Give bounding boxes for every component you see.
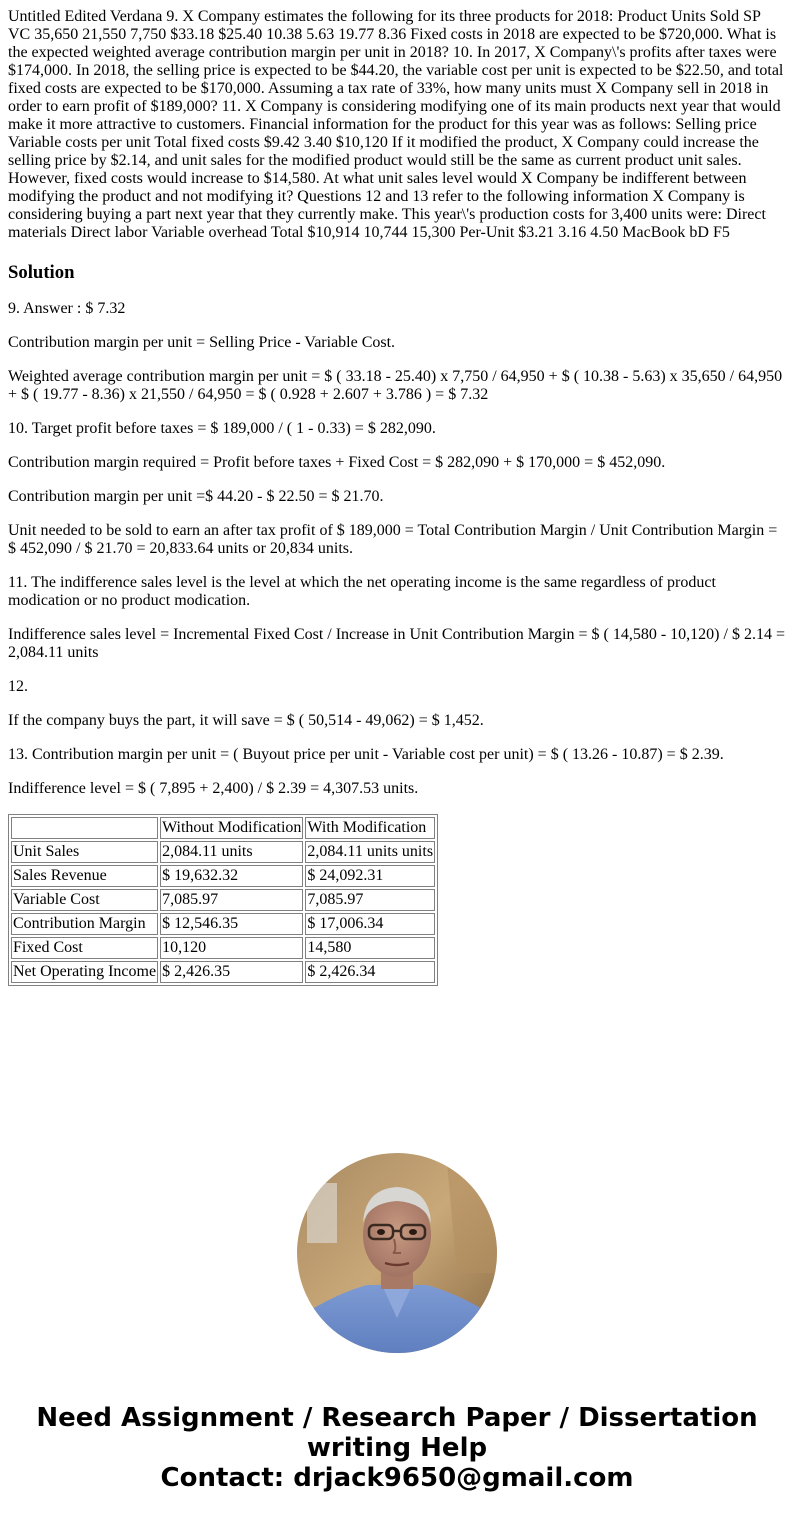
promo-contact: Contact: drjack9650@gmail.com (160, 1463, 634, 1493)
promo-line: Need Assignment / Research Paper / Dissertation (36, 1403, 758, 1433)
table-cell: Variable Cost (11, 889, 158, 911)
table-row (11, 889, 435, 911)
solution-paragraph: 10. Target profit before taxes = $ 189,000 / ( 1 - 0.33) = $ 282,090. (8, 420, 436, 437)
table-row (11, 865, 435, 887)
question-text: Untitled Edited Verdana 9. X Company estimates the following for its three products for 2018: Product Units Sold SP VC 35,650 21,550 7,750 $33.18 $25.40 10.38 5.63 19.77 8.36 Fixed costs in 2018 are expected to be $720,000. What is the expected weighted average contribution margin per unit in 2018? 10. In 2017, X Company\'s profits after taxes were $174,000. In 2018, the selling price is expected to be $44.20, the variable cost per unit is expected to be $22.50, and total fixed costs are expected to be $170,000. Assuming a tax rate of 33%, how many units must X Company sell in 2018 in order to earn profit of $189,000? 11. X Company is considering modifying one of its main products next year that would make it more attractive to customers. Financial information for the product for this year was as follows: Selling price Variable costs per unit Total fixed costs $9.42 3.40 $10,120 If it modified the product, X Company could increase the selling price by $2.14, and unit sales for the modified product would still be the same as current product unit sales. However, fixed costs would increase to $14,580. At what unit sales level would X Company be indifferent between modifying the product and not modifying it? Questions 12 and 13 refer to the following information X Company is considering buying a part next year that they currently make. This year\'s production costs for 3,400 units were: Direct materials Direct labor Variable overhead Total $10,914 10,744 15,300 Per-Unit $3.21 3.16 4.50 MacBook bD F5 (8, 8, 784, 241)
table-cell: $ 12,546.35 (160, 913, 303, 935)
promo-line: writing Help (306, 1433, 488, 1463)
solution-paragraph: Contribution margin per unit =$ 44.20 - $ 22.50 = $ 21.70. (8, 488, 384, 505)
solution-paragraph: Contribution margin required = Profit before taxes + Fixed Cost = $ 282,090 + $ 170,000 = $ 452,090. (8, 454, 666, 471)
comparison-table (8, 814, 438, 986)
solution-paragraph: 9. Answer : $ 7.32 (8, 300, 126, 317)
solution-paragraph: 11. The indifference sales level is the level at which the net operating income is the same regardless of product modication or no product modication. (8, 574, 716, 609)
table-cell: $ 19,632.32 (160, 865, 303, 887)
table-row (11, 913, 435, 935)
portrait-image (297, 1153, 497, 1353)
solution-paragraph: 13. Contribution margin per unit = ( Buyout price per unit - Variable cost per unit) = $ ( 13.26 - 10.87) = $ 2.39. (8, 746, 724, 763)
table-header-row (11, 817, 435, 839)
table-cell: Unit Sales (11, 841, 158, 863)
table-cell: $ 2,426.34 (305, 961, 435, 983)
table-cell: 2,084.11 units (160, 841, 303, 863)
table-cell: 14,580 (305, 937, 435, 959)
table-header-cell: Without Modification (160, 817, 303, 839)
document-body (8, 8, 786, 986)
table-cell: Net Operating Income (11, 961, 158, 983)
solution-paragraph: Indifference sales level = Incremental Fixed Cost / Increase in Unit Contribution Margin = $ ( 14,580 - 10,120) / $ 2.14 = 2,084.11 units (8, 626, 785, 661)
table-cell: 7,085.97 (160, 889, 303, 911)
table-cell: 10,120 (160, 937, 303, 959)
solution-paragraph: Weighted average contribution margin per unit = $ ( 33.18 - 25.40) x 7,750 / 64,950 + $ ( 10.38 - 5.63) x 35,650 / 64,950 + $ ( 19.77 - 8.36) x 21,550 / 64,950 = $ ( 0.928 + 2.607 + 3.786 ) = $ 7.32 (8, 368, 783, 403)
table-row (11, 841, 435, 863)
table-row (11, 937, 435, 959)
solution-paragraph: If the company buys the part, it will save = $ ( 50,514 - 49,062) = $ 1,452. (8, 712, 484, 729)
table-cell: Fixed Cost (11, 937, 158, 959)
table-cell: 2,084.11 units units (305, 841, 435, 863)
table-header-cell (11, 817, 158, 839)
author-photo (297, 1153, 497, 1353)
table-cell: $ 2,426.35 (160, 961, 303, 983)
table-cell: $ 17,006.34 (305, 913, 435, 935)
table-header-cell: With Modification (305, 817, 435, 839)
table-cell: Contribution Margin (11, 913, 158, 935)
solution-paragraph: Unit needed to be sold to earn an after tax profit of $ 189,000 = Total Contribution Margin / Unit Contribution Margin = $ 452,090 / $ 21.70 = 20,833.64 units or 20,834 units. (8, 522, 778, 557)
table-cell: $ 24,092.31 (305, 865, 435, 887)
promo-banner (0, 1403, 794, 1493)
solution-heading: Solution (8, 262, 75, 283)
solution-paragraph: 12. (8, 678, 28, 695)
solution-paragraph: Indifference level = $ ( 7,895 + 2,400) / $ 2.39 = 4,307.53 units. (8, 780, 419, 797)
table-cell: 7,085.97 (305, 889, 435, 911)
table-cell: Sales Revenue (11, 865, 158, 887)
solution-paragraph: Contribution margin per unit = Selling Price - Variable Cost. (8, 334, 396, 351)
table-row (11, 961, 435, 983)
